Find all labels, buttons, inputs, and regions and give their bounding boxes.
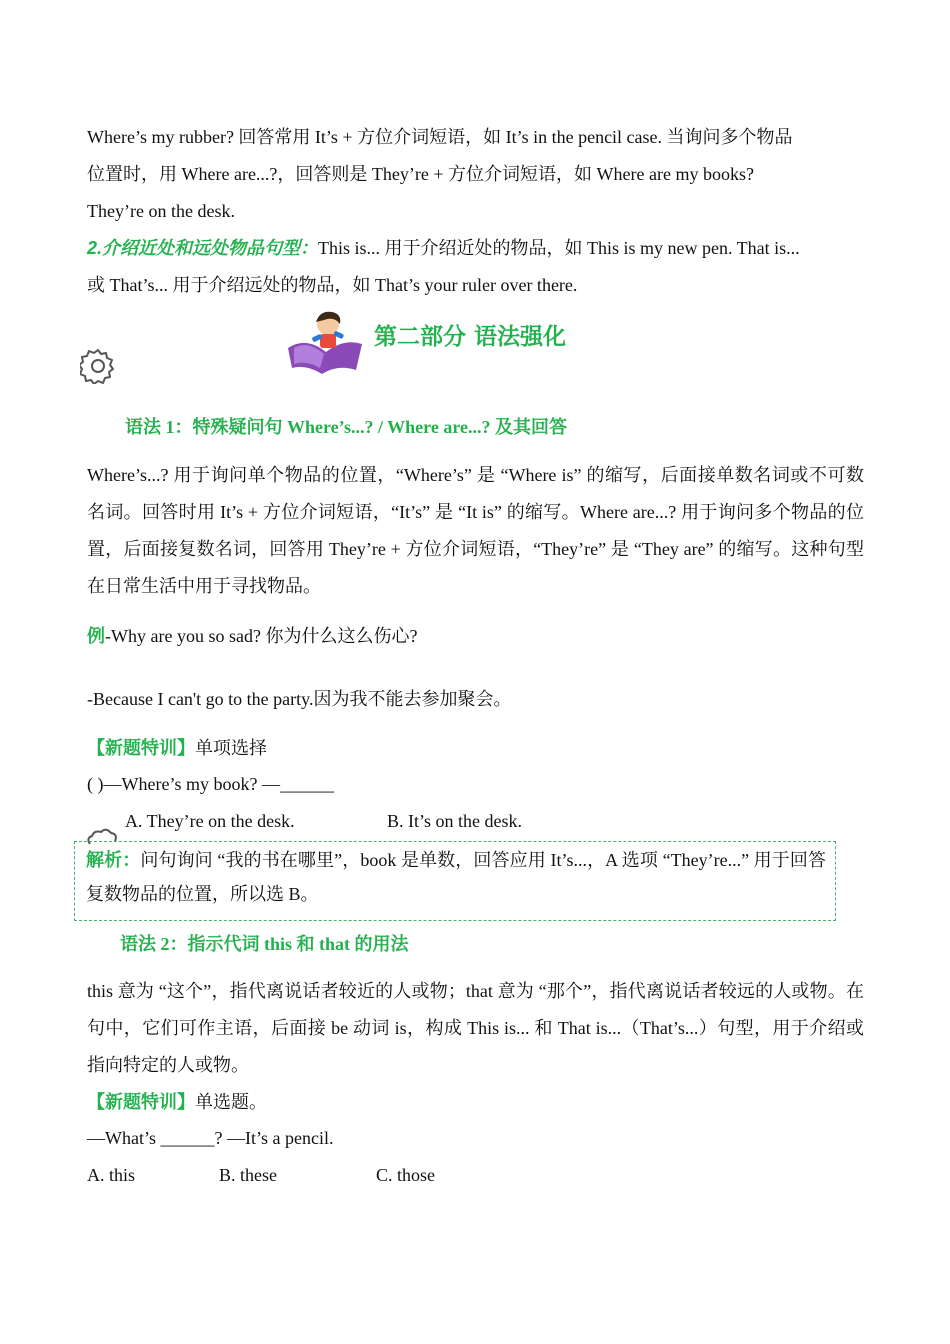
example-question-en: -Why are you so sad? (105, 626, 266, 646)
intro-line-3: They’re on the desk. (87, 201, 235, 221)
analysis-body: 问句询问 “我的书在哪里”，book 是单数，回答应用 It’s...，A 选项 “They’re...” 用于回答复数物品的位置，所以选 B。 (86, 850, 826, 904)
training-1-type: 单项选择 (195, 738, 267, 758)
gear-icon (80, 348, 116, 384)
intro-point-2-line-2: 或 That’s... 用于介绍远处的物品，如 That’s your ruler over there. (87, 275, 578, 295)
intro-point-2-line-1: This is... 用于介绍近处的物品，如 This is my new pen. That is... (318, 238, 800, 258)
example-question (87, 623, 417, 649)
intro-point-2-label: 2.介绍近处和远处物品句型： (87, 238, 319, 258)
example-answer-en: -Because I can't go to the party. (87, 689, 314, 709)
grammar-2-body: this 意为 “这个”，指代离说话者较近的人或物；that 意为 “那个”，指代离说话者较远的人或物。在句中，它们可作主语，后面接 be 动词 is，构成 This is... 和 That is...（That’s...）句型，用于介绍或指向特定的人或物。 (87, 981, 864, 1075)
example-question-cn: 你为什么这么伤心 (265, 626, 410, 646)
grammar-2-heading: 语法 2：指示代词 this 和 that 的用法 (120, 934, 409, 954)
training-1-option-b: B. It’s on the desk. (387, 811, 522, 831)
training-2-option-c: C. those (376, 1165, 436, 1185)
intro-paragraph (87, 119, 864, 304)
reading-boy-icon (286, 308, 364, 376)
intro-point-2 (87, 230, 864, 267)
intro-line-2: 位置时，用 Where are...?，回答则是 They’re + 方位介词短语，如 Where are my books? (87, 164, 754, 184)
training-2-option-b: B. these (219, 1165, 277, 1185)
example-answer-cn: 因为我不能去参加聚会。 (313, 689, 512, 709)
training-1-question: ( )—Where’s my book? —______ (87, 774, 334, 794)
training-2-label: 【新题特训】 (87, 1092, 195, 1112)
example-label: 例 (87, 626, 105, 646)
intro-line-1: Where’s my rubber? 回答常用 It’s + 方位介词短语，如 It’s in the pencil case. 当询问多个物品 (87, 127, 793, 147)
example-question-end: ? (409, 626, 418, 646)
training-2-option-a: A. this (87, 1165, 136, 1185)
training-1-header (87, 735, 267, 761)
training-1-option-a: A. They’re on the desk. (125, 811, 295, 831)
section-title: 第二部分 语法强化 (374, 324, 567, 350)
analysis-text (86, 843, 826, 911)
example-answer (87, 686, 512, 712)
analysis-label: 解析： (86, 850, 141, 870)
grammar-1-heading: 语法 1：特殊疑问句 Where’s...? / Where are...? 及其回答 (125, 417, 567, 437)
training-1-label: 【新题特训】 (87, 738, 195, 758)
grammar-1-body: Where’s...? 用于询问单个物品的位置，“Where’s” 是 “Where is” 的缩写，后面接单数名词或不可数名词。回答时用 It’s + 方位介词短语，“It’s” 是 “It is” 的缩写。Where are...? 用于询问多个物品的位置，后面接复数名词，回答用 They’re + 方位介词短语，“They’re” 是 “They are” 的缩写。这种句型在日常生活中用于寻找物品。 (87, 465, 864, 596)
training-2-question: —What’s ______? —It’s a pencil. (87, 1128, 334, 1148)
training-2-type: 单选题。 (195, 1092, 267, 1112)
training-2-header (87, 1089, 267, 1115)
